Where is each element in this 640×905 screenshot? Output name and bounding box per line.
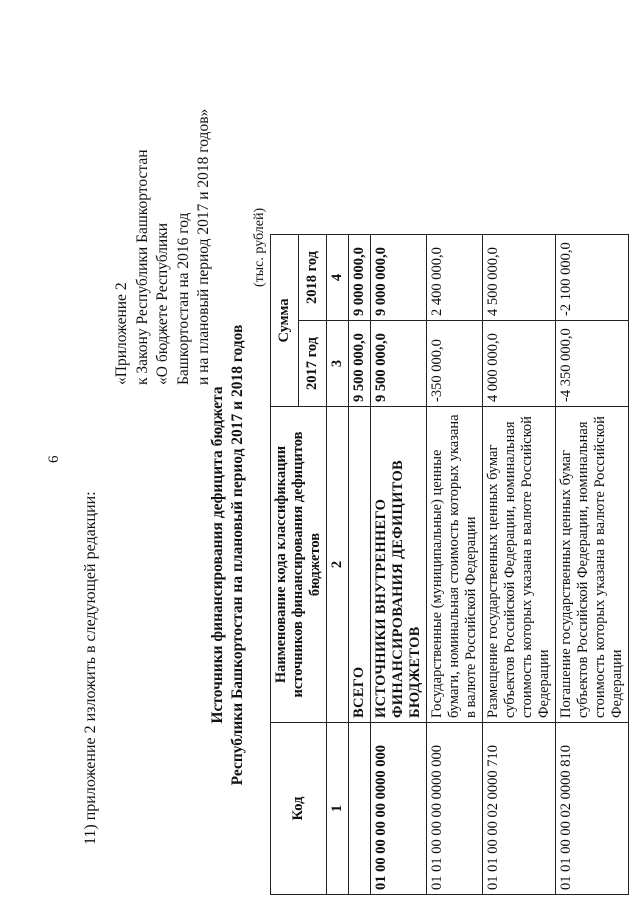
row-name: Государственные (муниципальные) ценные бумаги, номинальная стоимость которых указана в валюте Российской Федерации [427, 407, 483, 723]
title-line: Республики Башкортостан на плановый период 2017 и 2018 годов [229, 324, 246, 786]
row-value-2018: 9 000 000,0 [349, 234, 371, 320]
column-number: 4 [327, 234, 349, 320]
units-label: (тыс. рублей) [252, 207, 267, 287]
row-value-2018: -2 100 000,0 [556, 234, 629, 320]
appendix-line: Башкортостан на 2016 год [174, 212, 192, 385]
header-row [271, 234, 299, 894]
document-title [208, 245, 248, 865]
row-code: 01 01 00 00 02 0000 710 [483, 723, 556, 895]
appendix-reference [112, 109, 215, 385]
row-value-2017: -350 000,0 [427, 321, 483, 407]
row-value-2017: -4 350 000,0 [556, 321, 629, 407]
table-row [556, 234, 629, 894]
financing-sources-table [270, 234, 629, 895]
page-number: 6 [46, 455, 62, 463]
row-value-2018: 9 000 000,0 [371, 234, 427, 320]
header-code: Код [271, 723, 327, 895]
appendix-line: «О бюджете Республики [154, 222, 171, 385]
intro-text: 11) приложение 2 изложить в следующей редакции: [82, 491, 99, 845]
row-value-2017: 9 500 000,0 [371, 321, 427, 407]
table-row [483, 234, 556, 894]
header-year-2017: 2017 год [299, 321, 327, 407]
table-row [349, 234, 371, 894]
row-name: Погашение государственных ценных бумаг субъектов Российской Федерации, номинальная стоимость которых указана в валюте Российской Федерации [556, 407, 629, 723]
table-row [371, 234, 427, 894]
column-number: 1 [327, 723, 349, 895]
title-line: Источники финансирования дефицита бюджета [209, 386, 226, 724]
appendix-line: к Закону Республики Башкортостан [133, 149, 151, 385]
column-number: 3 [327, 321, 349, 407]
row-name: ИСТОЧНИКИ ВНУТРЕННЕГО ФИНАНСИРОВАНИЯ ДЕФИЦИТОВ БЮДЖЕТОВ [371, 407, 427, 723]
row-value-2017: 4 000 000,0 [483, 321, 556, 407]
appendix-line: «Приложение 2 [113, 282, 130, 385]
row-value-2018: 4 500 000,0 [483, 234, 556, 320]
header-sum: Сумма [271, 234, 299, 406]
row-value-2018: 2 400 000,0 [427, 234, 483, 320]
row-name: Размещение государственных ценных бумаг субъектов Российской Федерации, номинальная стоимость которых указана в валюте Российской Федерации [483, 407, 556, 723]
row-code [349, 723, 371, 895]
row-code: 01 01 00 00 00 0000 000 [427, 723, 483, 895]
row-name: ВСЕГО [349, 407, 371, 723]
row-code: 01 01 00 00 02 0000 810 [556, 723, 629, 895]
table-row [427, 234, 483, 894]
header-year-2018: 2018 год [299, 234, 327, 320]
header-name: Наименование кода классификации источников финансирования дефицитов бюджетов [271, 407, 327, 723]
appendix-line: и на плановый период 2017 и 2018 годов» [195, 108, 212, 385]
column-number: 2 [327, 407, 349, 723]
row-value-2017: 9 500 000,0 [349, 321, 371, 407]
column-number-row [327, 234, 349, 894]
row-code: 01 00 00 00 00 0000 000 [371, 723, 427, 895]
